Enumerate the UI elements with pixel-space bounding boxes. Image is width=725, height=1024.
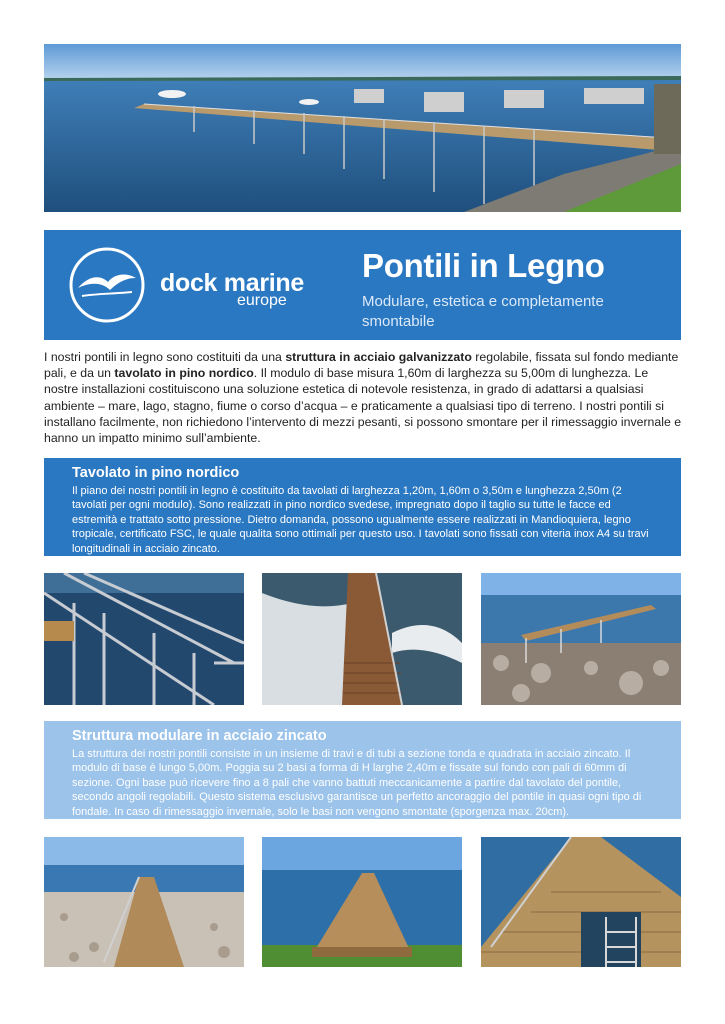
photo-pier-waves [262, 573, 462, 705]
photo-pier-grass-shore [262, 837, 462, 967]
section-text: Il piano dei nostri pontili in legno è costituito da tavolati di larghezza 1,20m, 1,60m o 3,50m e lunghezza 2,50m (2 tavolati per ogni modulo). Sono realizzati in pino nordico svedese, impregnato dopo il taglio su tutte le facce ed estremità e trattato sotto pressione. Dietro domanda, possono ugualmente essere realizzati in Mandioquiera, legno tropicale, certificato FSC, le quale qualita sono ottimali per questo uso. I tavolati sono fissati con viteria inox A4 su travi longitudinali in acciaio zincato. [72, 485, 649, 555]
header-banner [44, 230, 681, 340]
intro-text: regolabile, fissata sul fondo mediante pali, e da un [44, 350, 679, 381]
seagull-logo-icon [68, 246, 146, 324]
photo-pier-ladder [481, 837, 681, 967]
brand-sub: europe [237, 292, 287, 309]
intro-text: I nostri pontili in legno sono costituiti da una [44, 350, 286, 364]
hero-photo [44, 44, 681, 212]
section-text: La struttura dei nostri pontili consiste in un insieme di travi e di tubi a sezione tonda e quadrata in acciaio zincato. Il modulo di base è lungo 5,00m. Poggia su 2 basi a forma di H larghe 2,40m e fissate sul fondo con pali di 60mm di sezione. Ogni base può ricevere fino a 8 pali che vanno battuti meccanicamente a partire dal tavolato del pontile, secondo angoli regolabili. Questo sistema esclusivo garantisce un perfetto ancoraggio del pontile in quasi ogni tipo di fondale. In caso di rimessaggio invernale, solo le basi non vengono smontate (sporgenza max. 20cm). [72, 748, 642, 818]
photo-pier-rocky-shore [481, 573, 681, 705]
section-title: Struttura modulare in acciaio zincato [72, 728, 327, 744]
brand-name: dock marine [160, 269, 304, 297]
section-steel-structure [44, 721, 681, 819]
section-title: Tavolato in pino nordico [72, 465, 240, 481]
intro-bold-planking: tavolato in pino nordico [114, 366, 254, 381]
intro-paragraph [44, 349, 684, 446]
photo-pier-pebble-beach [44, 837, 244, 967]
photo-steel-frame [44, 573, 244, 705]
page-subtitle: Modulare, estetica e completamente smontabile [362, 293, 604, 330]
intro-bold-structure: struttura in acciaio galvanizzato [285, 350, 472, 364]
page-title: Pontili in Legno [362, 247, 605, 284]
intro-text: . Il modulo di base misura 1,60m di larghezza su 5,00m di lunghezza. Le nostre installazioni costituiscono una soluzione estetica di notevole resistenza, in grado di adattarsi a qualsiasi ambiente – mare, lago, stagno, fiume o corso d’acqua – e praticamente a qualsiasi tipo di terreno. I nostri pontili si installano facilmente, non richiedono l’intervento di mezzi pesanti, si possono smontare per il rimessaggio invernale e hanno un impatto minimo sull’ambiente. [44, 366, 682, 446]
section-planking [44, 458, 681, 556]
